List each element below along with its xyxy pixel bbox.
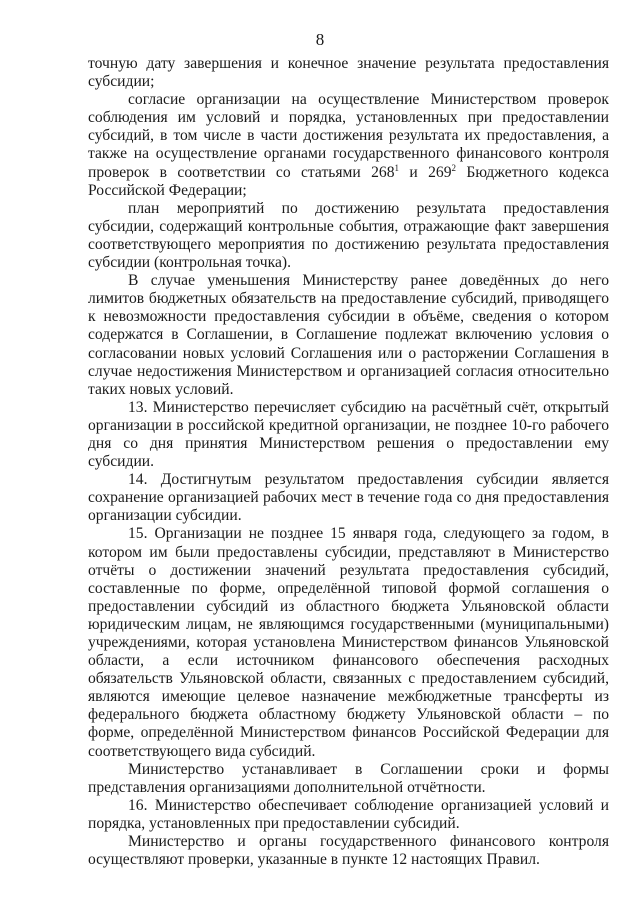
paragraph-item-16: 16. Министерство обеспечивает соблюдение организацией условий и порядка, установленных при предоставлении субсидий. <box>88 796 609 832</box>
paragraph-plan: план мероприятий по достижению результата предоставления субсидии, содержащий контрольные события, отражающие факт завершения соответствующего мероприятия по достижению результата предоставления субсидии (контрольная точка). <box>88 199 609 272</box>
document-body <box>88 55 609 869</box>
paragraph-consent <box>88 91 609 200</box>
paragraph-1-continuation: точную дату завершения и конечное значение результата предоставления субсидии; <box>88 55 609 91</box>
paragraph-consent-text: согласие организации на осуществление Министерством проверок соблюдения им условий и порядка, установленных при предоставлении субсидий, в том числе в части достижения результата их предоставления, а также на осуществление органами государственного финансового контроля проверок в соответствии со статьями 268 <box>88 91 609 181</box>
paragraph-consent-mid: и 269 <box>399 163 452 181</box>
paragraph-consent-end: Бюджетного кодекса Российской Федерации; <box>88 163 609 199</box>
paragraph-item-15: 15. Организации не позднее 15 января года, следующего за годом, в котором им были предоставлены субсидии, представляют в Министерство отчёты о достижении значений результата предоставления субсидий, составленные по форме, определённой типовой формой соглашения о предоставлении субсидий из областного бюджета Ульяновской области юридическим лицам, не являющимся государственными (муниципальными) учреждениями, которая установлена Министерством финансов Ульяновской области, а если источником финансового обеспечения расходных обязательств Ульяновской области, связанных с предоставлением субсидий, являются имеющие целевое назначение межбюджетные трансферты из федерального бюджета областному бюджету Ульяновской области – по форме, определённой Министерством финансов Российской Федерации для соответствующего вида субсидий. <box>88 525 609 760</box>
paragraph-item-13: 13. Министерство перечисляет субсидию на расчётный счёт, открытый организации в российской кредитной организации, не позднее 10-го рабочего дня со дня принятия Министерством решения о предоставлении ему субсидии. <box>88 398 609 471</box>
superscript-2: 2 <box>451 162 457 173</box>
paragraph-item-14: 14. Достигнутым результатом предоставления субсидии является сохранение организацией рабочих мест в течение года со дня предоставления организации субсидии. <box>88 471 609 525</box>
paragraph-inspections: Министерство и органы государственного финансового контроля осуществляют проверки, указанные в пункте 12 настоящих Правил. <box>88 833 609 869</box>
paragraph-limits-reduction: В случае уменьшения Министерству ранее доведённых до него лимитов бюджетных обязательств на предоставление субсидий, приводящего к невозможности предоставления субсидии в объёме, сведения о котором содержатся в Соглашении, в Соглашение подлежат включению условия о согласовании новых условий Соглашения или о расторжении Соглашения в случае недостижения Министерством и организацией согласия относительно таких новых условий. <box>88 272 609 398</box>
paragraph-reporting-terms: Министерство устанавливает в Соглашении сроки и формы представления организациями дополнительной отчётности. <box>88 760 609 796</box>
superscript-1: 1 <box>394 162 400 173</box>
page-number: 8 <box>315 30 325 49</box>
